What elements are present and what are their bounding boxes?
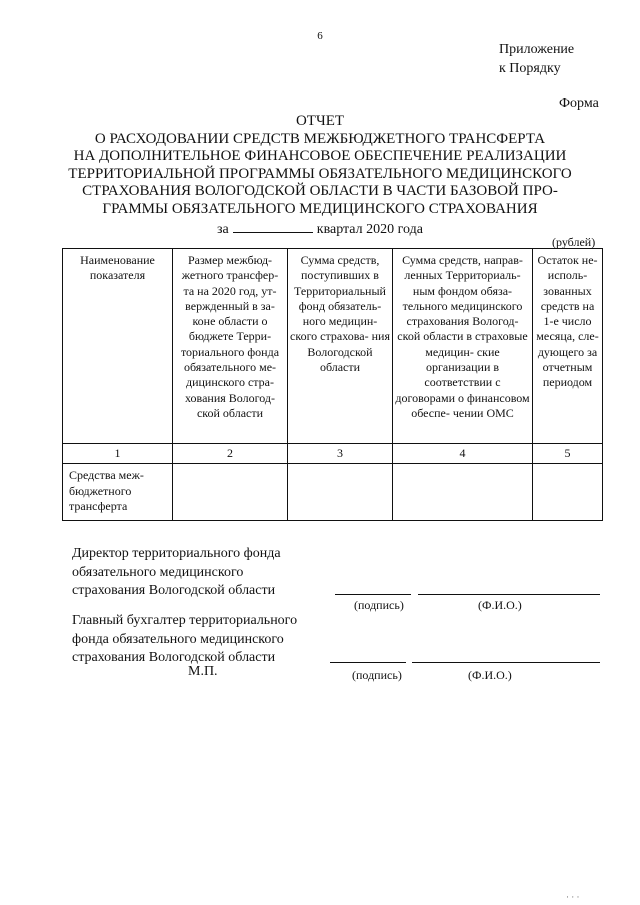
stamp-placeholder: М.П. (188, 664, 218, 679)
appendix-line-2: к Порядку (499, 61, 561, 76)
column-number: 3 (288, 444, 393, 464)
title-line-1: ОТЧЕТ (295, 113, 345, 129)
title-line-3: НА ДОПОЛНИТЕЛЬНОЕ ФИНАНСОВОЕ ОБЕСПЕЧЕНИЕ РЕАЛИЗАЦИИ (73, 148, 567, 165)
accountant-name-line[interactable] (412, 662, 600, 663)
period-prefix: за (217, 222, 229, 237)
header-transfer-size: Размер межбюд- жетного трансфер- та на 2020 год, ут- вержденный в за- коне области о бюджете Терри- ториального фонда обязательного ме- дицинского стра- хования Вологод- ской области (173, 249, 288, 444)
table-header-row (63, 249, 603, 444)
title-line-5: СТРАХОВАНИЯ ВОЛОГОДСКОЙ ОБЛАСТИ В ЧАСТИ БАЗОВОЙ ПРО- (82, 183, 558, 200)
header-received-amount: Сумма средств, поступивших в Территориальный фонд обязатель- ного медицин- ского страхова- ния Вологодской области (288, 249, 393, 444)
director-title-line-3: страхования Вологодской области (72, 583, 276, 598)
title-line-2: О РАСХОДОВАНИИ СРЕДСТВ МЕЖБЮДЖЕТНОГО ТРАНСФЕРТА (94, 130, 546, 147)
header-sent-amount: Сумма средств, направ- ленных Территориаль- ным фондом обяза- тельного медицинского страхования Вологод- ской области в страховые медицин- ские организации в соответствии с договорами о финансовом обеспе- чении ОМС (393, 249, 533, 444)
director-signature-title (72, 545, 281, 601)
director-name-line[interactable] (418, 594, 600, 595)
director-name-caption: (Ф.И.О.) (478, 598, 522, 612)
currency-units: (рублей) (552, 235, 596, 249)
accountant-signature-line[interactable] (330, 662, 406, 663)
corner-mark: · · · (566, 892, 580, 902)
report-table (62, 248, 603, 521)
title-line-4: ТЕРРИТОРИАЛЬНОЙ ПРОГРАММЫ ОБЯЗАТЕЛЬНОГО МЕДИЦИНСКОГО (68, 165, 572, 182)
row-cell-transfer-size[interactable] (173, 464, 288, 521)
accountant-signature-caption: (подпись) (352, 668, 402, 682)
column-number: 1 (63, 444, 173, 464)
accountant-signature-title (72, 612, 297, 668)
header-indicator-name: Наименование показателя (63, 249, 173, 444)
header-unused-balance: Остаток не- исполь- зованных средств на 1-е число месяца, сле- дующего за отчетным периодом (533, 249, 603, 444)
period-suffix: квартал 2020 года (316, 222, 423, 237)
table-row (63, 464, 603, 521)
row-label: Средства меж- бюджетного трансферта (63, 464, 173, 521)
director-title-line-2: обязательного медицинского (72, 564, 244, 580)
page-number: 6 (317, 30, 323, 42)
appendix-line-1: Приложение (499, 42, 575, 57)
form-label: Форма (559, 96, 599, 111)
accountant-name-caption: (Ф.И.О.) (468, 668, 512, 682)
report-period (0, 220, 640, 238)
row-cell-received-amount[interactable] (288, 464, 393, 521)
column-number: 4 (393, 444, 533, 464)
accountant-title-line-1: Главный бухгалтер территориального (72, 613, 298, 628)
row-cell-sent-amount[interactable] (393, 464, 533, 521)
director-signature-line[interactable] (335, 594, 411, 595)
director-title-line-1: Директор территориального фонда (72, 546, 281, 561)
row-cell-unused-balance[interactable] (533, 464, 603, 521)
column-number: 5 (533, 444, 603, 464)
table-column-numbers-row (63, 444, 603, 464)
title-line-6: ГРАММЫ ОБЯЗАТЕЛЬНОГО МЕДИЦИНСКОГО СТРАХОВАНИЯ (102, 200, 538, 217)
appendix-note (499, 40, 574, 78)
accountant-title-line-3: страхования Вологодской области (72, 650, 276, 665)
accountant-title-line-2: фонда обязательного медицинского (72, 631, 284, 647)
column-number: 2 (173, 444, 288, 464)
period-blank-field[interactable] (233, 220, 313, 233)
report-title (60, 113, 580, 219)
director-signature-caption: (подпись) (354, 598, 404, 612)
